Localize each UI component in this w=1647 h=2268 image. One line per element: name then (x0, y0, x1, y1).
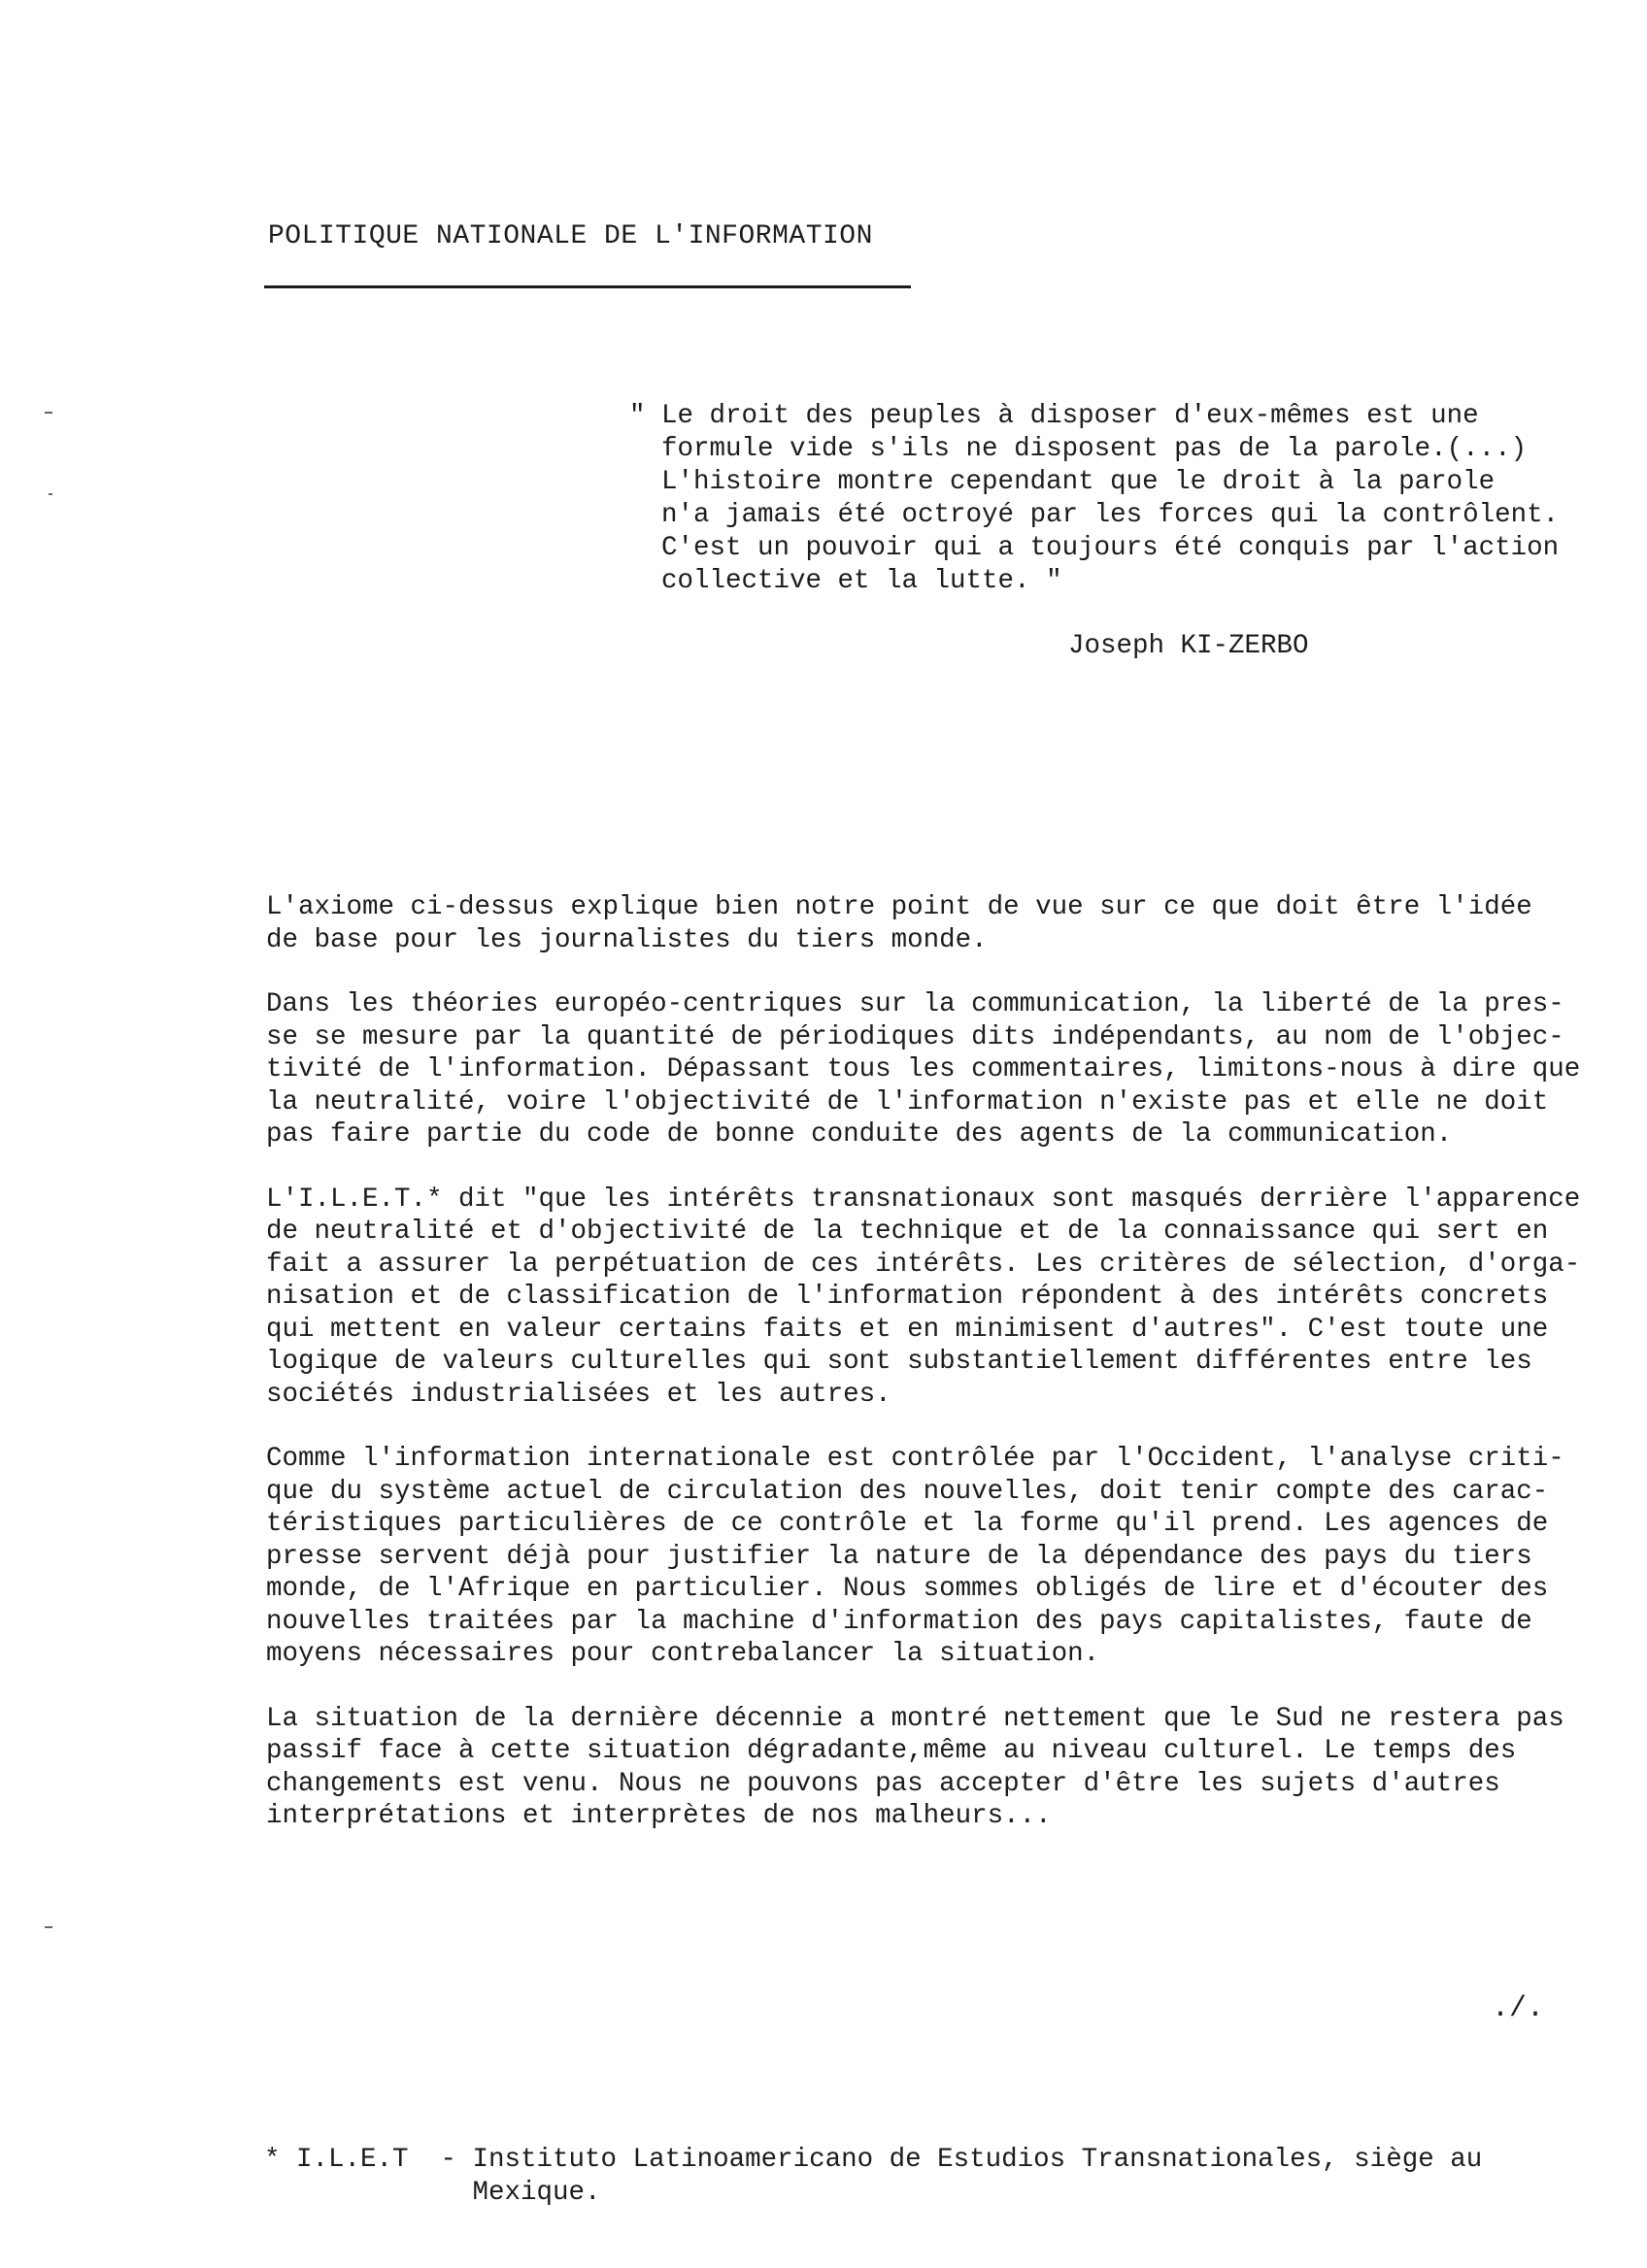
paragraph (266, 988, 1626, 1151)
document-title: POLITIQUE NATIONALE DE L'INFORMATION (268, 221, 873, 251)
epigraph-line: formule vide s'ils ne disposent pas de la parole.(...) (629, 434, 1528, 464)
epigraph-line: n'a jamais été octroyé par les forces qui la contrôlent. (629, 500, 1560, 530)
paragraph-line: qui mettent en valeur certains faits et en minimisent d'autres". C'est toute une (266, 1314, 1549, 1345)
paragraph-line: de neutralité et d'objectivité de la technique et de la connaissance qui sert en (266, 1217, 1549, 1247)
footnote (264, 2144, 1604, 2210)
epigraph-line: C'est un pouvoir qui a toujours été conquis par l'action (629, 533, 1560, 563)
paragraph-line: pas faire partie du code de bonne conduite des agents de la communication. (266, 1119, 1453, 1150)
paragraph-line: sociétés industrialisées et les autres. (266, 1379, 891, 1410)
continuation-mark: ./. (1492, 1992, 1545, 2025)
paragraph-line: presse servent déjà pour justifier la nature de la dépendance des pays du tiers (266, 1541, 1532, 1572)
paragraph-line: nisation et de classification de l'information répondent à des intérêts concrets (266, 1282, 1549, 1312)
paragraph-line: nouvelles traitées par la machine d'information des pays capitalistes, faute de (266, 1606, 1532, 1637)
paragraph-line: que du système actuel de circulation des nouvelles, doit tenir compte des carac- (266, 1476, 1549, 1507)
paragraph-line: la neutralité, voire l'objectivité de l'information n'existe pas et elle ne doit (266, 1086, 1549, 1117)
epigraph-author: Joseph KI-ZERBO (1068, 631, 1309, 661)
body-text (266, 891, 1626, 1865)
paragraph-line: passif face à cette situation dégradante,même au niveau culturel. Le temps des (266, 1736, 1517, 1766)
paragraph-line: de base pour les journalistes du tiers monde. (266, 924, 988, 955)
paragraph (266, 1184, 1626, 1412)
epigraph-line: " Le droit des peuples à disposer d'eux-mêmes est une (629, 401, 1479, 431)
footnote-line: Mexique. (264, 2178, 601, 2208)
epigraph-line: L'histoire montre cependant que le droit à la parole (629, 467, 1496, 497)
paragraph (266, 891, 1626, 956)
paragraph-line: L'I.L.E.T.* dit "que les intérêts transnationaux sont masqués derrière l'apparence (266, 1184, 1581, 1215)
margin-mark (45, 1926, 52, 1928)
paragraph (266, 1703, 1626, 1833)
title-underline (264, 285, 911, 288)
paragraph-line: fait a assurer la perpétuation de ces intérêts. Les critères de sélection, d'orga- (266, 1249, 1581, 1280)
paragraph-line: tivité de l'information. Dépassant tous les commentaires, limitons-nous à dire que (266, 1054, 1581, 1084)
margin-mark (49, 493, 52, 495)
epigraph-quote (629, 400, 1600, 598)
paragraph-line: moyens nécessaires pour contrebalancer la situation. (266, 1639, 1100, 1669)
paragraph-line: Dans les théories européo-centriques sur la communication, la liberté de la pres- (266, 989, 1564, 1019)
paragraph-line: téristiques particulières de ce contrôle et la forme qu'il prend. Les agences de (266, 1509, 1549, 1539)
paragraph-line: changements est venu. Nous ne pouvons pas accepter d'être les sujets d'autres (266, 1768, 1500, 1799)
paragraph-line: interprétations et interprètes de nos malheurs... (266, 1801, 1052, 1831)
paragraph-line: Comme l'information internationale est contrôlée par l'Occident, l'analyse criti- (266, 1444, 1564, 1474)
paragraph-line: monde, de l'Afrique en particulier. Nous sommes obligés de lire et d'écouter des (266, 1574, 1549, 1604)
paragraph-line: se se mesure par la quantité de périodiques dits indépendants, au nom de l'objec- (266, 1021, 1564, 1052)
margin-mark (45, 412, 52, 414)
paragraph-line: La situation de la dernière décennie a montré nettement que le Sud ne restera pas (266, 1703, 1564, 1734)
epigraph-line: collective et la lutte. " (629, 566, 1062, 596)
paragraph-line: logique de valeurs culturelles qui sont substantiellement différentes entre les (266, 1347, 1532, 1377)
paragraph (266, 1443, 1626, 1671)
footnote-line: * I.L.E.T - Instituto Latinoamericano de Estudios Transnationales, siège au (264, 2145, 1483, 2175)
paragraph-line: L'axiome ci-dessus explique bien notre point de vue sur ce que doit être l'idée (266, 892, 1532, 922)
